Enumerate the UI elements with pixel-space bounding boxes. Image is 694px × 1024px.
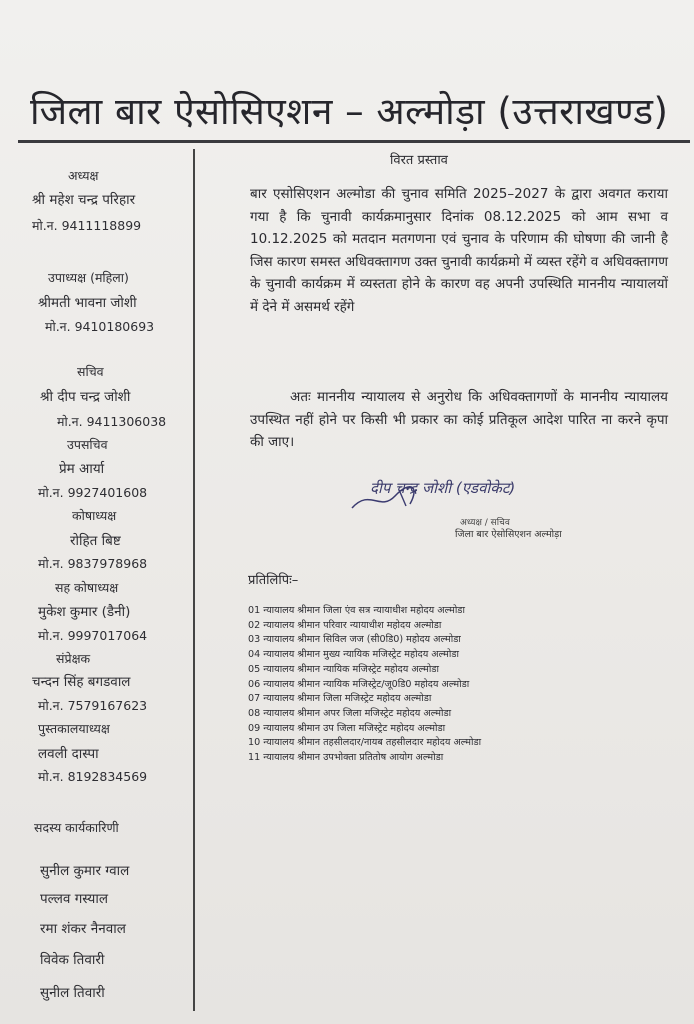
executive-member: रमा शंकर नैनवाल <box>40 921 126 937</box>
list-item: 08 न्यायालय श्रीमान अपर जिला मजिस्ट्रेट महोदय अल्मोडा <box>248 707 452 719</box>
page-title: जिला बार ऐसोसिएशन – अल्मोड़ा (उत्तराखण्ड) <box>30 90 669 133</box>
list-item: 09 न्यायालय श्रीमान उप जिला मजिस्ट्रेट महोदय अल्मोडा <box>248 722 446 734</box>
executive-member: सुनील तिवारी <box>40 985 105 1001</box>
executive-heading: सदस्य कार्यकारिणी <box>34 820 119 835</box>
librarian-role: पुस्तकालयाध्यक्ष <box>38 721 110 736</box>
list-item: 02 न्यायालय श्रीमान परिवार न्यायाधीश महोदय अल्मोडा <box>248 619 442 631</box>
treasurer-phone: मो.न. 9837978968 <box>38 556 148 571</box>
list-item: 05 न्यायालय श्रीमान न्यायिक मजिस्ट्रेट महोदय अल्मोडा <box>248 663 440 675</box>
president-name: श्री महेश चन्द्र परिहार <box>32 192 136 208</box>
signature-block <box>350 478 590 548</box>
list-item: 01 न्यायालय श्रीमान जिला एंव सत्र न्यायाधीश महोदय अल्मोडा <box>248 605 465 616</box>
copy-to-heading: प्रतिलिपिः– <box>248 573 299 588</box>
signature-handwritten: दीप चन्द्र जोशी (एडवोकेट) <box>370 479 516 497</box>
list-item: 03 न्यायालय श्रीमान सिविल जज (सी0डि0) महोदय अल्मोडा <box>248 634 461 646</box>
copy-to-list <box>248 604 688 766</box>
list-item: 11 न्यायालय श्रीमान उपभोक्ता प्रतितोष आयोग अल्मोडा <box>248 752 444 764</box>
patron-role: संप्रेक्षक <box>56 651 91 666</box>
office-bearers-sidebar <box>0 0 194 1024</box>
letter-heading: विरत प्रस्ताव <box>390 153 448 168</box>
patron-name: चन्दन सिंह बगडवाल <box>32 674 131 690</box>
librarian-phone: मो.न. 8192834569 <box>38 769 148 784</box>
secretary-name: श्री दीप चन्द्र जोशी <box>40 389 131 405</box>
letter-paragraph-2: अतः माननीय न्यायालय से अनुरोध कि अधिवक्तागणों के माननीय न्यायालय उपस्थित नहीं होने पर किसी भी प्रकार का कोई प्रतिकूल आदेश पारित ना करने कृपा की जाए। <box>250 389 668 450</box>
president-role: अध्यक्ष <box>68 168 99 183</box>
secretary-phone: मो.न. 9411306038 <box>57 414 167 429</box>
executive-member: विवेक तिवारी <box>40 952 105 968</box>
librarian-name: लवली दास्पा <box>38 746 99 762</box>
list-item: 07 न्यायालय श्रीमान जिला मजिस्ट्रेट महोदय अल्मोडा <box>248 693 432 705</box>
list-item: 04 न्यायालय श्रीमान मुख्य न्यायिक मजिस्ट्रेट महोदय अल्मोडा <box>248 649 459 661</box>
co-treasurer-name: मुकेश कुमार (डैनी) <box>38 604 131 620</box>
vp-name: श्रीमती भावना जोशी <box>38 295 137 311</box>
list-item: 06 न्यायालय श्रीमान न्यायिक मजिस्ट्रेट/जू0डि0 महोदय अल्मोडा <box>248 678 470 690</box>
patron-phone: मो.न. 7579167623 <box>38 698 148 713</box>
vp-role: उपाध्यक्ष (महिला) <box>48 270 129 285</box>
joint-secretary-name: प्रेम आर्या <box>59 461 105 477</box>
treasurer-role: कोषाध्यक्ष <box>72 508 117 523</box>
president-phone: मो.न. 9411118899 <box>32 218 142 233</box>
co-treasurer-role: सह कोषाध्यक्ष <box>55 580 119 595</box>
co-treasurer-phone: मो.न. 9997017064 <box>38 628 148 643</box>
executive-member: सुनील कुमार ग्वाल <box>40 863 130 879</box>
treasurer-name: रोहित बिष्ट <box>70 533 121 549</box>
signature-designation: अध्यक्ष / सचिव <box>460 518 510 528</box>
executive-member: पल्लव गस्याल <box>40 891 109 907</box>
list-item: 10 न्यायालय श्रीमान तहसीलदार/नायब तहसीलदार महोदय अल्मोडा <box>248 737 482 749</box>
letter-paragraph-1: बार एसोसिएशन अल्मोडा की चुनाव समिति 2025–2027 के द्वारा अवगत कराया गया है कि चुनावी कार्यक्रमानुसार दिनांक 08.12.2025 को आम सभा व 10.12.2025 को मतदान मतगणना एवं चुनाव के परिणाम की घोषणा की जानी है जिस कारण समस्त अधिवक्तागण उक्त चुनावी कार्यक्रमो में व्यस्त रहेंगे व अधिवक्तागण के चुनावी कार्यक्रम में व्यस्तता होने के कारण वह अपनी उपस्थिति माननीय न्यायालयों में देने में असमर्थ रहेंगे <box>250 186 668 315</box>
secretary-role: सचिव <box>77 364 104 379</box>
signature-organization: जिला बार ऐसोसिएशन अल्मोड़ा <box>455 529 562 540</box>
letter-body <box>200 0 690 1024</box>
joint-secretary-role: उपसचिव <box>67 437 108 452</box>
vp-phone: मो.न. 9410180693 <box>45 319 155 334</box>
joint-secretary-phone: मो.न. 9927401608 <box>38 485 148 500</box>
